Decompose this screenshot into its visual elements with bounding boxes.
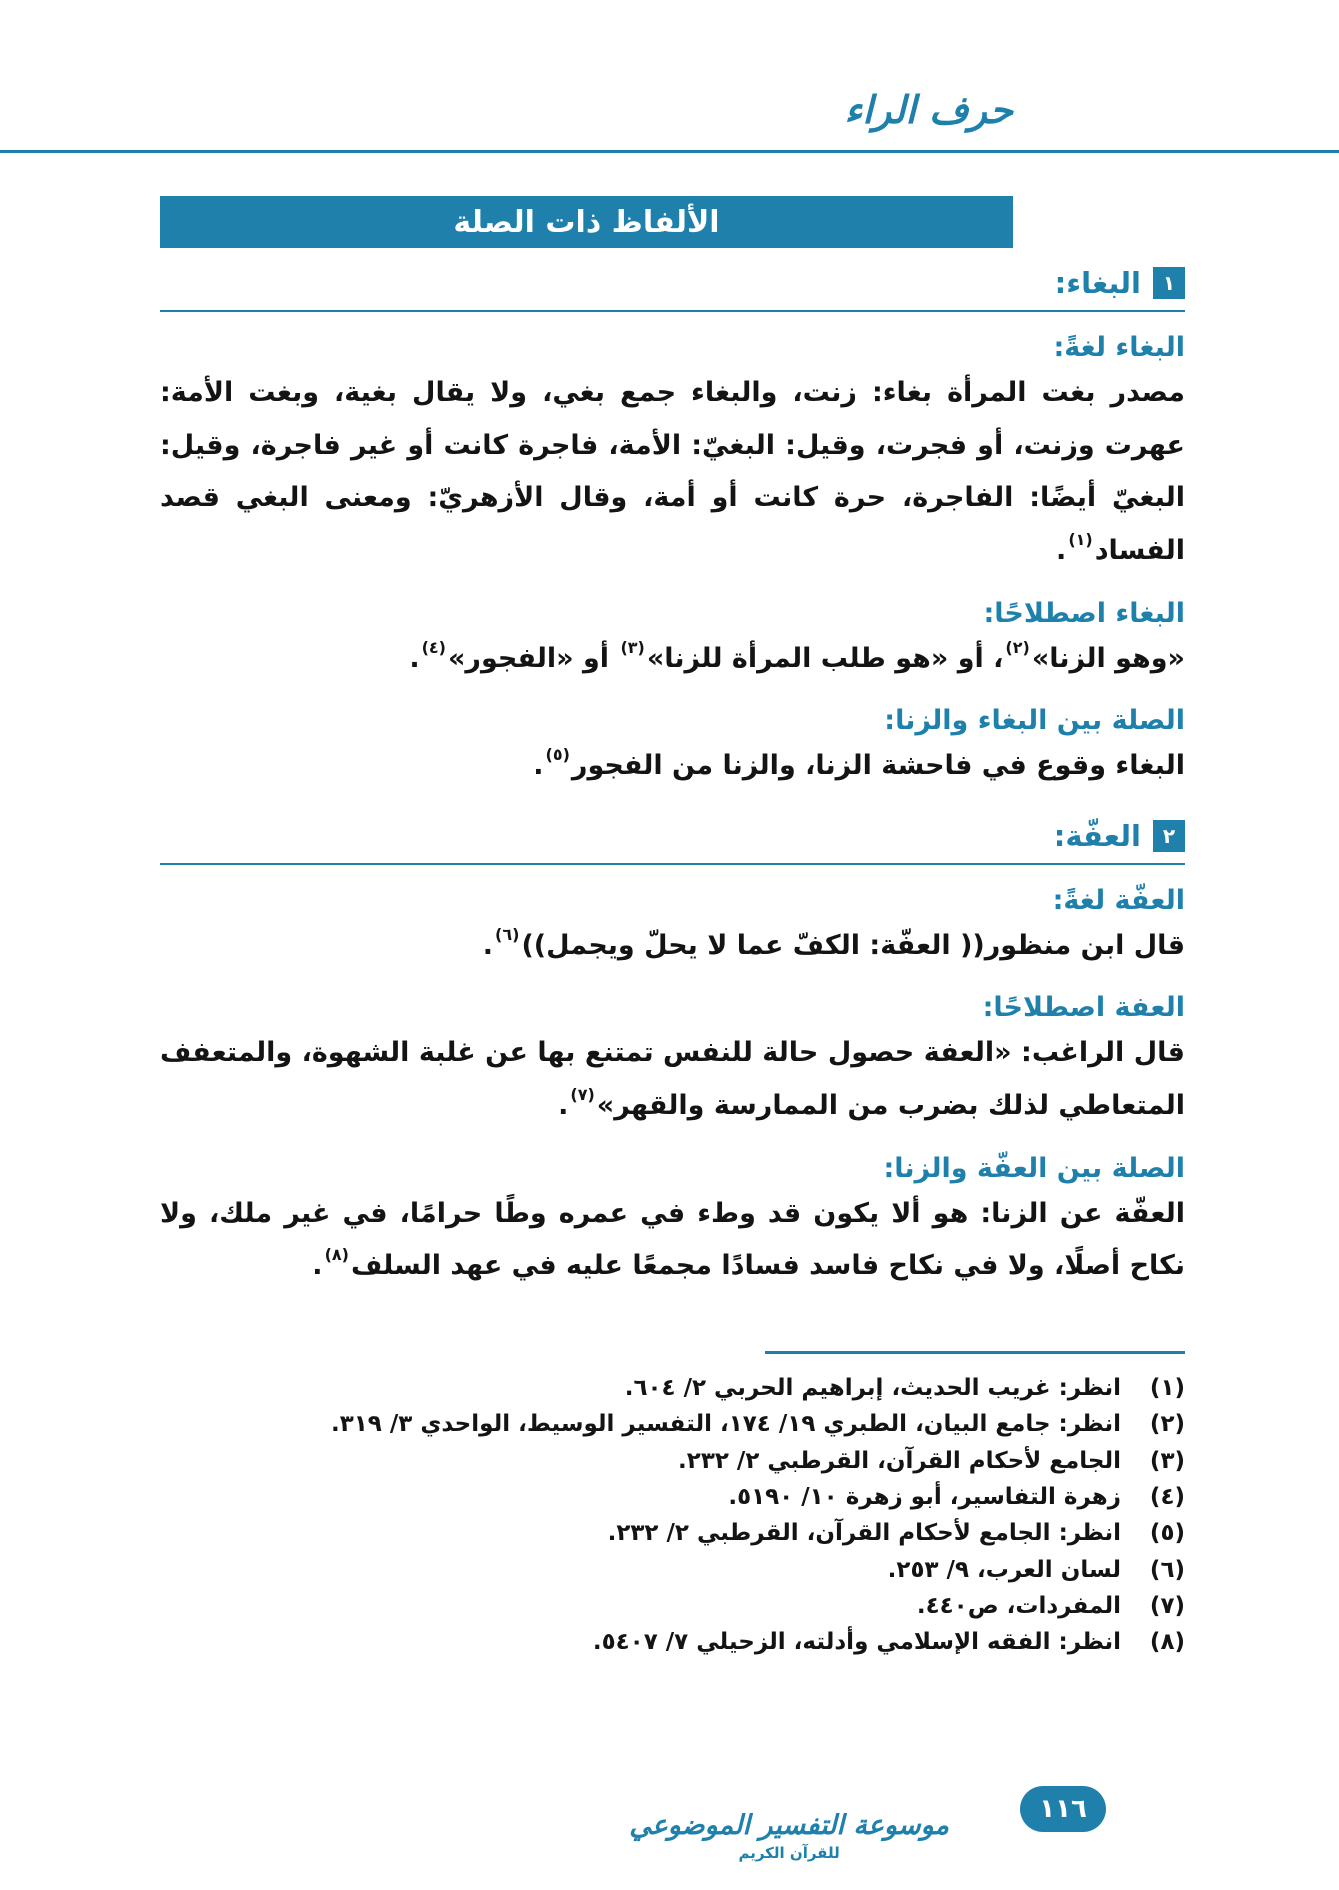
paragraph-tail: .: [533, 750, 544, 782]
section-2-number-badge: ٢: [1153, 820, 1185, 852]
footnote-number: (٧): [1149, 1593, 1185, 1620]
footnote-ref-6: (٦): [495, 924, 520, 944]
section-2-heading: [160, 819, 1185, 853]
footnote-item: [160, 1406, 1185, 1442]
footnote-number: (٦): [1149, 1556, 1185, 1583]
footnote-number: (٥): [1149, 1520, 1185, 1547]
banner-title: الألفاظ ذات الصلة: [453, 204, 720, 240]
paragraph-text: مصدر بغت المرأة بغاء: زنت، والبغاء جمع بغي، ولا يقال بغية، وبغت الأمة: عهرت وزنت، أو فجرت، وقيل: البغيّ: الأمة، فاجرة كانت أو غير فاجرة، وقيل: البغيّ أيضًا: الفاجرة، حرة كانت أو أمة، وقال الأزهريّ: ومعنى البغي قصد الفساد: [160, 377, 1185, 566]
subheading-iffa-istilah: العفة اصطلاحًا:: [982, 992, 1185, 1024]
paragraph-tail: .: [558, 1090, 569, 1122]
page-content: [160, 196, 1185, 1661]
page-number: ١١٦: [1039, 1794, 1087, 1824]
footnotes-separator: [765, 1351, 1185, 1354]
paragraph-bigha-istilah: [160, 633, 1185, 686]
section-1-number-badge: ١: [1153, 267, 1185, 299]
subheading-sila-bigha-zina: الصلة بين البغاء والزنا:: [884, 705, 1185, 737]
paragraph-text: البغاء وقوع في فاحشة الزنا، والزنا من الفجور: [571, 750, 1185, 782]
section-2-title: العفّة:: [1053, 818, 1141, 853]
paragraph-tail: .: [409, 642, 420, 674]
footnote-ref-3: (٣): [620, 637, 645, 657]
header-rule: [0, 150, 1339, 153]
footnote-text: انظر: الفقه الإسلامي وأدلته، الزحيلي ٧/ ٥٤٠٧.: [592, 1629, 1121, 1656]
section-2-rule: [160, 863, 1185, 865]
section-1-title: البغاء:: [1054, 266, 1141, 300]
footnote-number: (٨): [1149, 1629, 1185, 1656]
paragraph-text: قال الراغب: «العفة حصول حالة للنفس تمتنع بها عن غلبة الشهوة، والمتعفف المتعاطي لذلك بضرب من الممارسة والقهر»: [160, 1037, 1185, 1122]
paragraph-iffa-lugha: [160, 920, 1185, 973]
paragraph-text: ، أو «هو طلب المرأة للزنا»: [646, 642, 1004, 674]
footnote-ref-2: (٢): [1005, 637, 1030, 657]
publisher-logo-title: موسوعة التفسير الموضوعي: [629, 1809, 949, 1841]
footnote-number: (٣): [1149, 1447, 1185, 1474]
footnote-text: لسان العرب، ٩/ ٢٥٣.: [887, 1556, 1121, 1583]
page-number-badge: [1020, 1786, 1106, 1832]
subheading-sila-iffa-zina: الصلة بين العفّة والزنا:: [883, 1152, 1185, 1184]
subheading-iffa-lugha: العفّة لغةً:: [1052, 884, 1185, 916]
footnotes-block: [160, 1351, 1185, 1661]
paragraph-text: قال ابن منظور(( العفّة: الكفّ عما لا يحلّ ويجمل)): [521, 929, 1185, 961]
footnote-text: زهرة التفاسير، أبو زهرة ١٠/ ٥١٩٠.: [728, 1484, 1121, 1511]
footnote-item: [160, 1552, 1185, 1588]
paragraph-text: أو «الفجور»: [447, 642, 619, 674]
subheading-bigha-lugha: البغاء لغةً:: [1053, 332, 1185, 363]
footnote-ref-1: (١): [1068, 529, 1093, 549]
footnote-text: انظر: الجامع لأحكام القرآن، القرطبي ٢/ ٢٣٢.: [607, 1520, 1121, 1547]
footnote-text: المفردات، ص٤٤٠.: [916, 1593, 1121, 1620]
footnote-ref-8: (٨): [324, 1245, 349, 1265]
footnote-text: الجامع لأحكام القرآن، القرطبي ٢/ ٢٣٢.: [678, 1447, 1121, 1474]
subheading-bigha-istilah: البغاء اصطلاحًا:: [983, 597, 1185, 629]
footnote-item: [160, 1515, 1185, 1551]
footnote-item: [160, 1370, 1185, 1406]
footnote-item: [160, 1443, 1185, 1479]
paragraph-sila-bigha-zina: [160, 740, 1185, 793]
paragraph-tail: .: [1056, 534, 1067, 566]
footnote-ref-7: (٧): [570, 1085, 595, 1105]
chapter-heading-calligraphy: حرف الراء: [844, 88, 1013, 132]
footnote-number: (٢): [1149, 1411, 1185, 1438]
paragraph-text: العفّة عن الزنا: هو ألا يكون قد وطء في عمره وطًا حرامًا، في غير ملك، ولا نكاح أصلًا، ولا في نكاح فاسد فسادًا مجمعًا عليه في عهد السلف: [160, 1197, 1185, 1282]
paragraph-tail: .: [482, 929, 494, 961]
footnote-number: (١): [1149, 1375, 1185, 1402]
footnote-text: انظر: جامع البيان، الطبري ١٩/ ١٧٤، التفسير الوسيط، الواحدي ٣/ ٣١٩.: [330, 1411, 1121, 1438]
publisher-logo: [629, 1810, 949, 1862]
paragraph-sila-iffa-zina: [160, 1188, 1185, 1293]
footnote-number: (٤): [1149, 1484, 1185, 1511]
footnote-item: [160, 1588, 1185, 1624]
paragraph-text: «وهو الزنا»: [1031, 642, 1185, 674]
footnote-text: انظر: غريب الحديث، إبراهيم الحربي ٢/ ٦٠٤.: [624, 1375, 1121, 1402]
paragraph-iffa-istilah: [160, 1027, 1185, 1132]
footnote-ref-4: (٤): [421, 637, 446, 657]
publisher-logo-subtitle: للقرآن الكريم: [738, 1843, 840, 1862]
footnote-item: [160, 1624, 1185, 1660]
section-1-rule: [160, 310, 1185, 312]
paragraph-tail: .: [312, 1250, 323, 1282]
paragraph-bigha-lugha: [160, 367, 1185, 578]
section-1-heading: [160, 266, 1185, 300]
footnote-item: [160, 1479, 1185, 1515]
footnote-ref-5: (٥): [545, 745, 570, 765]
related-terms-banner: [160, 196, 1013, 248]
